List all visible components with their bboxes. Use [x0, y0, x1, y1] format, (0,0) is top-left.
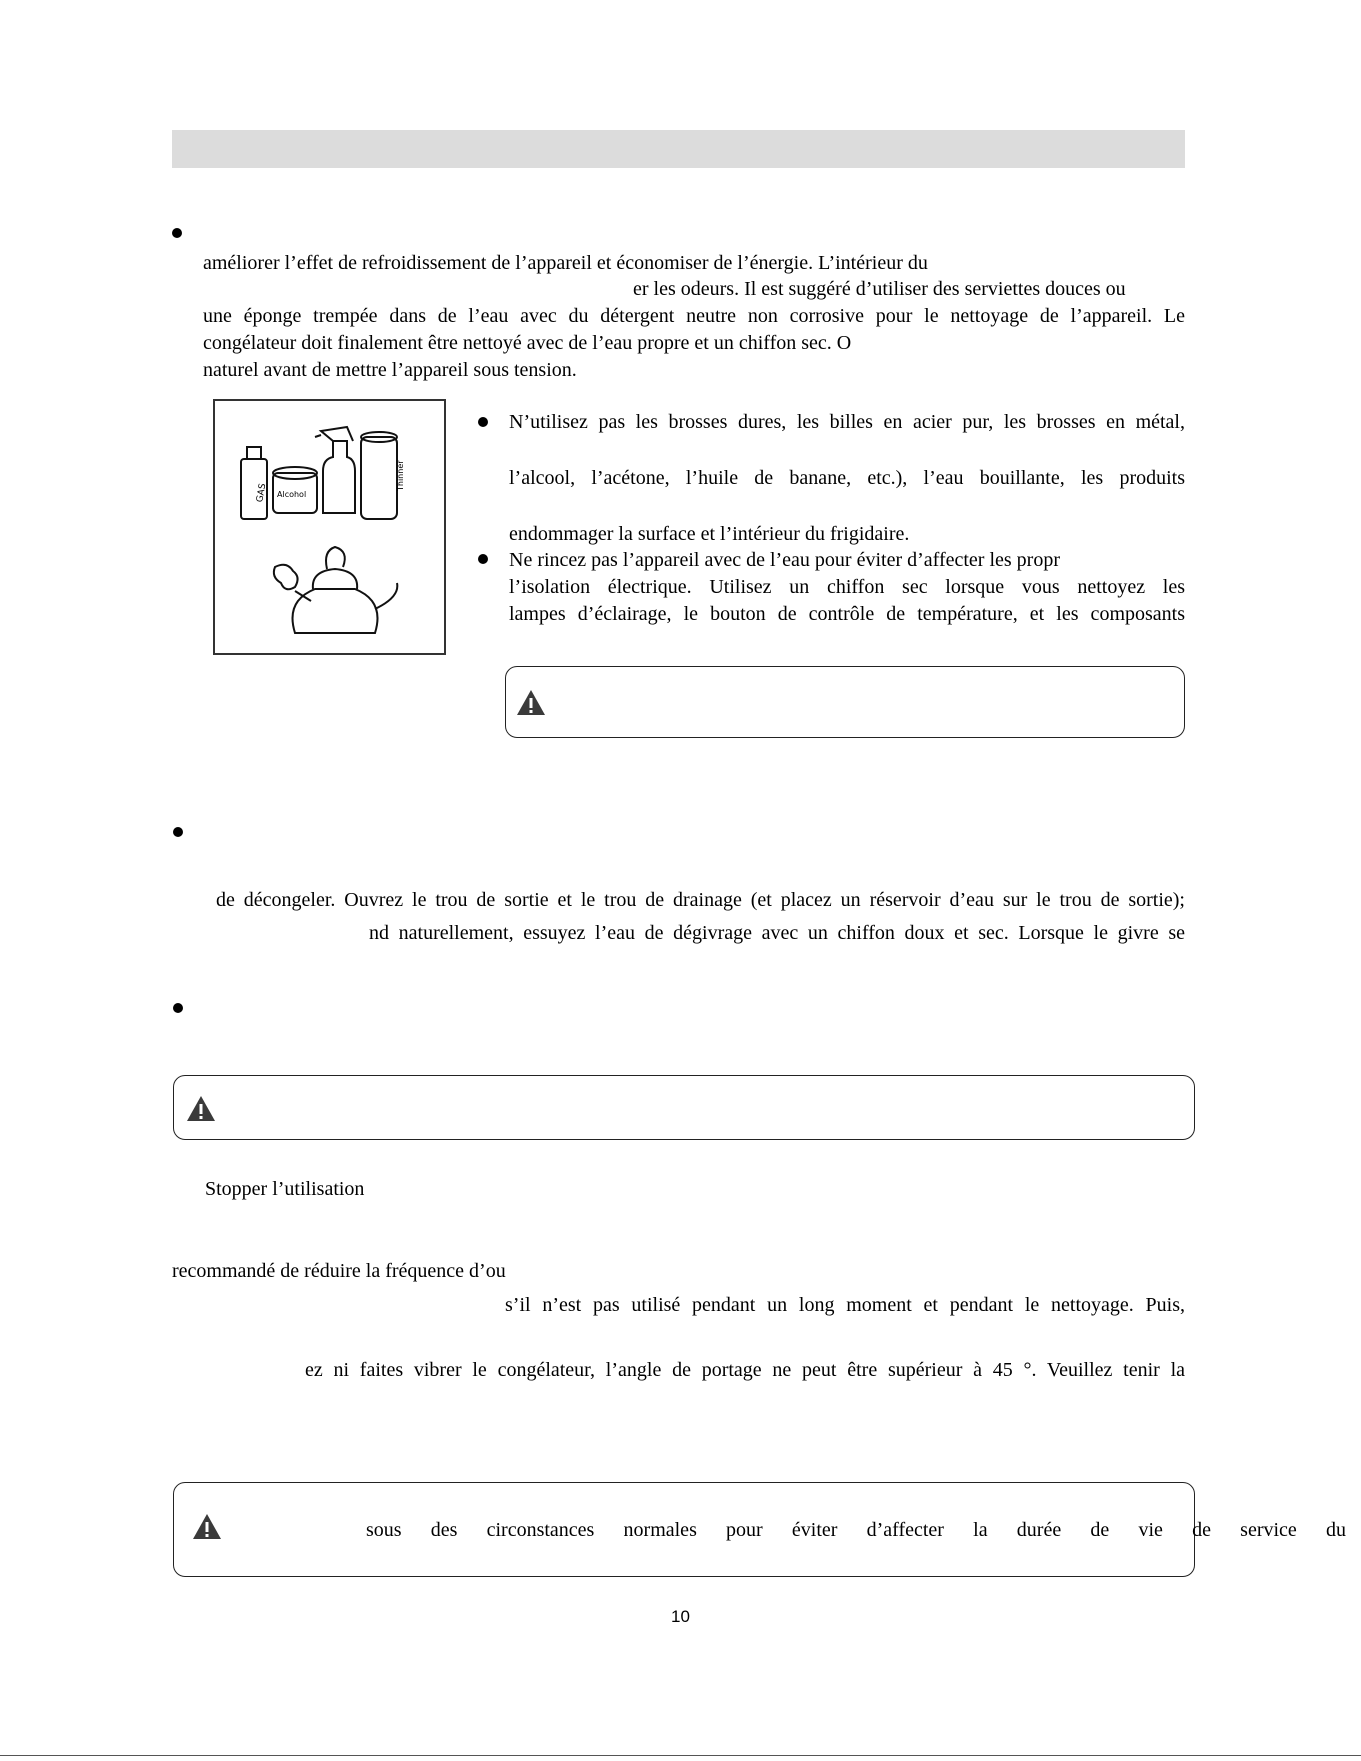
no-hard-brush-line-3: endommager la surface et l’intérieur du frigidaire.: [509, 523, 910, 545]
chemicals-illustration: [213, 399, 446, 655]
cleaning-line-2: er les odeurs. Il est suggéré d’utiliser des serviettes douces ou: [633, 278, 1126, 300]
bottom-rule: [0, 1755, 1361, 1756]
defrost-line-1: de décongeler. Ouvrez le trou de sortie et le trou de drainage (et placez un réservoir d’eau sur le trou de sortie);: [216, 889, 1185, 911]
warning-icon: [186, 1095, 216, 1122]
lifespan-notice-text: sous des circonstances normales pour éviter d’affecter la durée de vie de service du: [366, 1519, 1346, 1541]
no-rinse-line-1: Ne rincez pas l’appareil avec de l’eau pour éviter d’affecter les propr: [509, 549, 1060, 571]
thinner-label: Thinner: [396, 460, 405, 491]
warning-notice-storage: [173, 1075, 1195, 1140]
no-rinse-line-3: lampes d’éclairage, le bouton de contrôle de température, et les composants: [509, 603, 1185, 625]
cleaning-line-4: congélateur doit finalement être nettoyé avec de l’eau propre et un chiffon sec. O: [203, 332, 852, 354]
page-number: 10: [671, 1607, 690, 1626]
cleaning-line-5: naturel avant de mettre l’appareil sous tension.: [203, 359, 577, 381]
no-hard-brush-line-2: l’alcool, l’acétone, l’huile de banane, etc.), l’eau bouillante, les produits: [509, 467, 1185, 489]
bullet-storage: [173, 1003, 183, 1013]
bullet-defrost: [173, 827, 183, 837]
cleaning-line-1: améliorer l’effet de refroidissement de l’appareil et économiser de l’énergie. L’intérieur du: [203, 252, 928, 274]
chemicals-drawing: [215, 401, 444, 653]
bullet-no-hard-brush: [478, 417, 488, 427]
no-hard-brush-line-1: N’utilisez pas les brosses dures, les billes en acier pur, les brosses en métal,: [509, 411, 1185, 433]
warning-icon: [192, 1513, 222, 1540]
warning-notice-lifespan: [173, 1482, 1346, 1577]
cleaning-line-3: une éponge trempée dans de l’eau avec du détergent neutre non corrosive pour le nettoyage de l’appareil. Le: [203, 305, 1185, 327]
storage-line-1: recommandé de réduire la fréquence d’ou: [172, 1260, 506, 1282]
storage-line-2: s’il n’est pas utilisé pendant un long moment et pendant le nettoyage. Puis,: [505, 1294, 1185, 1316]
gas-label: GAS: [255, 482, 269, 504]
alcohol-label: Alcohol: [277, 490, 307, 499]
no-rinse-line-2: l’isolation électrique. Utilisez un chiffon sec lorsque vous nettoyez les: [509, 576, 1185, 598]
storage-line-3: ez ni faites vibrer le congélateur, l’angle de portage ne peut être supérieur à 45 °. Veuillez tenir la: [305, 1359, 1185, 1381]
defrost-line-2: nd naturellement, essuyez l’eau de dégivrage avec un chiffon doux et sec. Lorsque le givre se: [369, 922, 1185, 944]
warning-notice-cleaning: [505, 666, 1185, 738]
warning-icon: [516, 689, 546, 716]
section-header-bar: [172, 130, 1185, 168]
bullet-cleaning: [172, 228, 182, 238]
stop-usage-heading: Stopper l’utilisation: [205, 1178, 365, 1200]
bullet-no-rinse: [478, 554, 488, 564]
